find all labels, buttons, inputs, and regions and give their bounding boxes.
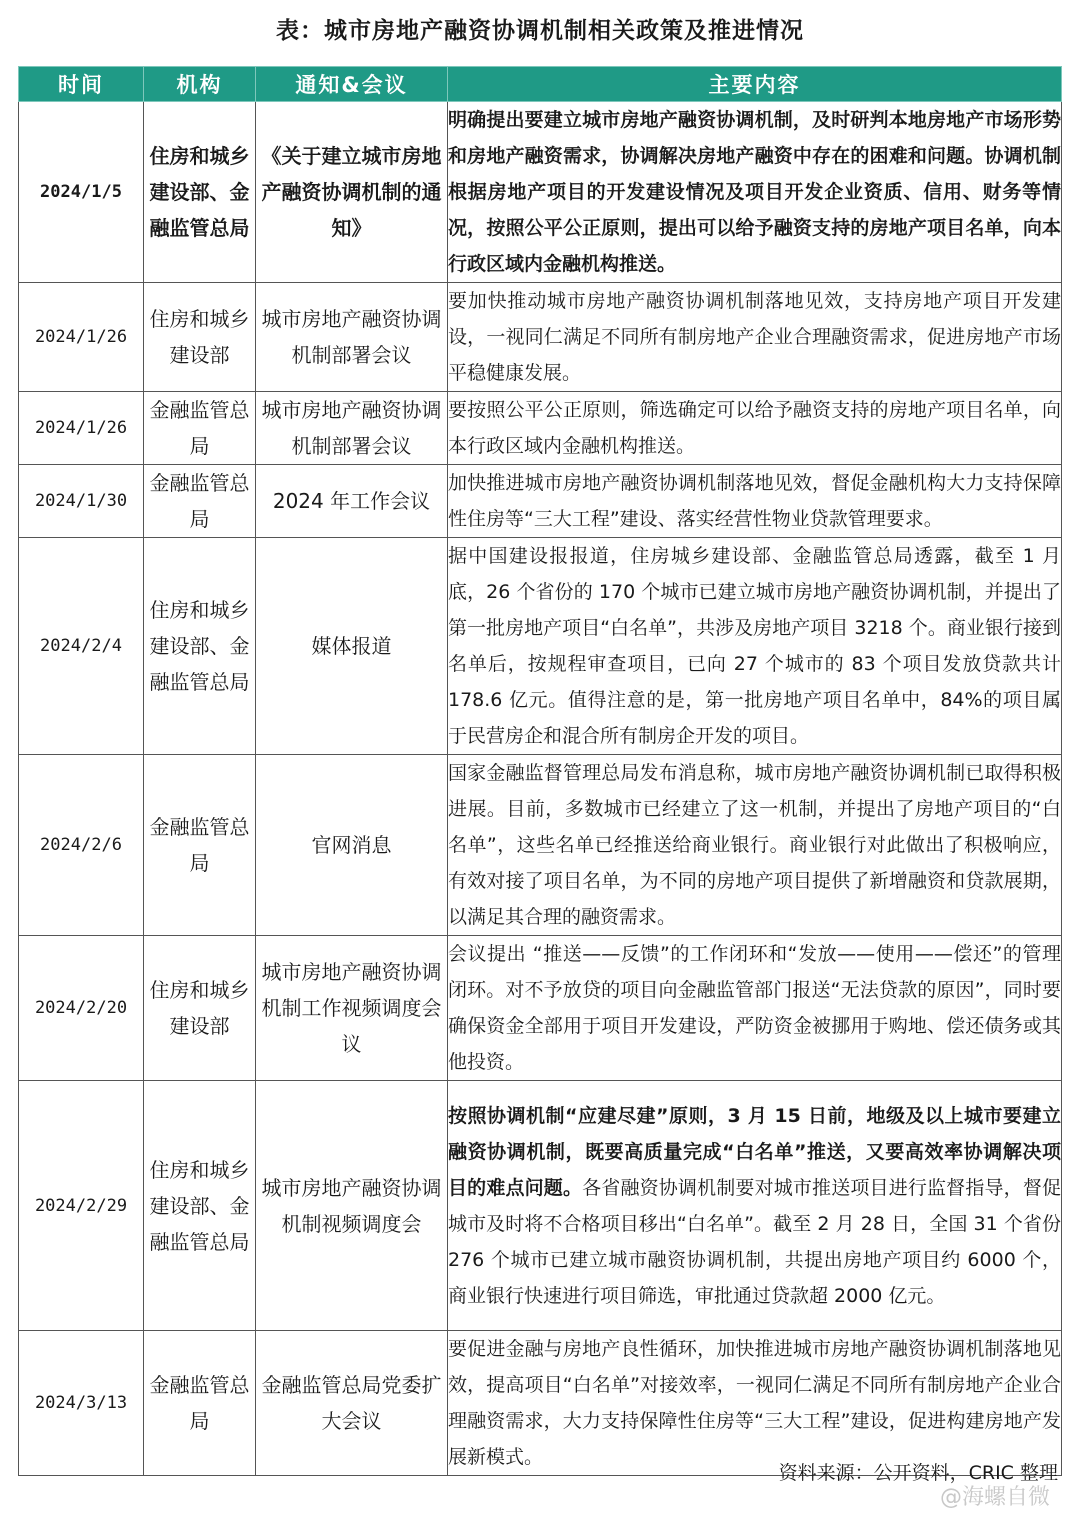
row-content-bold: 按照协调机制“应建尽建”原则，3 月 15 日前，地级及以上城市要建立融资协调机制，既要高质量完成“白名单”推送，又要高效率协调解决项目的难点问题。	[448, 1104, 1061, 1199]
row-content	[448, 1081, 1062, 1331]
row-org: 住房和城乡建设部、金融监管总局	[144, 1081, 256, 1331]
header-notice: 通知&会议	[256, 67, 448, 102]
policy-table	[18, 66, 1062, 1476]
table-row	[19, 1331, 1062, 1476]
row-org: 金融监管总局	[144, 465, 256, 538]
table-row	[19, 538, 1062, 755]
row-date: 2024/1/30	[19, 465, 144, 538]
row-content-text: 各省融资协调机制要对城市推送项目进行监督指导，督促城市及时将不合格项目移出“白名单”。截至 2 月 28 日，全国 31 个省份 276 个城市已建立城市融资协调机制，共提出房地产项目约 6000 个，商业银行快速进行项目筛选，审批通过贷款超 2000 亿元。	[448, 1176, 1061, 1307]
row-content	[448, 102, 1062, 283]
row-content-bold: 明确提出要建立城市房地产融资协调机制，及时研判本地房地产市场形势和房地产融资需求，协调解决房地产融资中存在的困难和问题。协调机制根据房地产项目的开发建设情况及项目开发企业资质、信用、财务等情况，按照公平公正原则，提出可以给予融资支持的房地产项目名单，向本行政区域内金融机构推送。	[448, 109, 1061, 275]
row-content	[448, 1331, 1062, 1476]
row-content	[448, 936, 1062, 1081]
table-row	[19, 755, 1062, 936]
row-content-text: 要按照公平公正原则，筛选确定可以给予融资支持的房地产项目名单，向本行政区域内金融机构推送。	[448, 399, 1061, 457]
source-note: 资料来源：公开资料，CRIC 整理	[778, 1462, 1058, 1484]
row-org: 金融监管总局	[144, 392, 256, 465]
header-content: 主要内容	[448, 67, 1062, 102]
row-date: 2024/1/5	[19, 102, 144, 283]
table-row	[19, 465, 1062, 538]
table-row	[19, 1081, 1062, 1331]
table-row	[19, 283, 1062, 392]
header-date: 时间	[19, 67, 144, 102]
table-title: 表：城市房地产融资协调机制相关政策及推进情况	[276, 18, 804, 44]
table-row	[19, 936, 1062, 1081]
row-date: 2024/1/26	[19, 283, 144, 392]
row-content-text: 据中国建设报报道，住房城乡建设部、金融监管总局透露，截至 1 月底，26 个省份的 170 个城市已建立城市房地产融资协调机制，并提出了第一批房地产项目“白名单”，共涉及房地产项目 3218 个。商业银行接到名单后，按规程审查项目，已向 27 个城市的 83 个项目发放贷款共计 178.6 亿元。值得注意的是，第一批房地产项目名单中，84%的项目属于民营房企和混合所有制房企开发的项目。	[448, 545, 1061, 747]
row-date: 2024/3/13	[19, 1331, 144, 1476]
row-date: 2024/2/6	[19, 755, 144, 936]
table-row	[19, 102, 1062, 283]
row-notice: 城市房地产融资协调机制部署会议	[256, 283, 448, 392]
row-date: 2024/1/26	[19, 392, 144, 465]
row-date: 2024/2/20	[19, 936, 144, 1081]
table-header-row	[19, 67, 1062, 102]
row-org: 住房和城乡建设部	[144, 283, 256, 392]
row-date: 2024/2/4	[19, 538, 144, 755]
row-notice: 2024 年工作会议	[256, 465, 448, 538]
row-notice: 城市房地产融资协调机制视频调度会	[256, 1081, 448, 1331]
row-content	[448, 465, 1062, 538]
row-content	[448, 755, 1062, 936]
row-content-text: 会议提出 “推送——反馈”的工作闭环和“发放——使用——偿还”的管理闭环。对不予放贷的项目向金融监管部门报送“无法贷款的原因”，同时要确保资金全部用于项目开发建设，严防资金被挪用于购地、偿还债务或其他投资。	[448, 943, 1061, 1073]
row-notice: 金融监管总局党委扩大会议	[256, 1331, 448, 1476]
row-content	[448, 283, 1062, 392]
row-notice: 城市房地产融资协调机制部署会议	[256, 392, 448, 465]
row-org: 住房和城乡建设部、金融监管总局	[144, 102, 256, 283]
header-org: 机构	[144, 67, 256, 102]
row-content-text: 要加快推动城市房地产融资协调机制落地见效，支持房地产项目开发建设，一视同仁满足不同所有制房地产企业合理融资需求，促进房地产市场平稳健康发展。	[448, 290, 1061, 384]
table-row	[19, 392, 1062, 465]
row-content-text: 国家金融监督管理总局发布消息称，城市房地产融资协调机制已取得积极进展。目前，多数城市已经建立了这一机制，并提出了房地产项目的“白名单”，这些名单已经推送给商业银行。商业银行对此做出了积极响应，有效对接了项目名单，为不同的房地产项目提供了新增融资和贷款展期，以满足其合理的融资需求。	[448, 762, 1061, 928]
watermark: @海螺自微	[939, 1485, 1050, 1510]
row-notice: 官网消息	[256, 755, 448, 936]
row-org: 住房和城乡建设部、金融监管总局	[144, 538, 256, 755]
row-notice: 《关于建立城市房地产融资协调机制的通知》	[256, 102, 448, 283]
row-org: 金融监管总局	[144, 1331, 256, 1476]
row-notice: 城市房地产融资协调机制工作视频调度会议	[256, 936, 448, 1081]
row-org: 住房和城乡建设部	[144, 936, 256, 1081]
row-content	[448, 392, 1062, 465]
row-org: 金融监管总局	[144, 755, 256, 936]
row-notice: 媒体报道	[256, 538, 448, 755]
row-date: 2024/2/29	[19, 1081, 144, 1331]
row-content-text: 要促进金融与房地产良性循环，加快推进城市房地产融资协调机制落地见效，提高项目“白名单”对接效率，一视同仁满足不同所有制房地产企业合理融资需求，大力支持保障性住房等“三大工程”建设，促进构建房地产发展新模式。	[448, 1338, 1061, 1468]
row-content	[448, 538, 1062, 755]
row-content-text: 加快推进城市房地产融资协调机制落地见效，督促金融机构大力支持保障性住房等“三大工程”建设、落实经营性物业贷款管理要求。	[448, 472, 1061, 530]
